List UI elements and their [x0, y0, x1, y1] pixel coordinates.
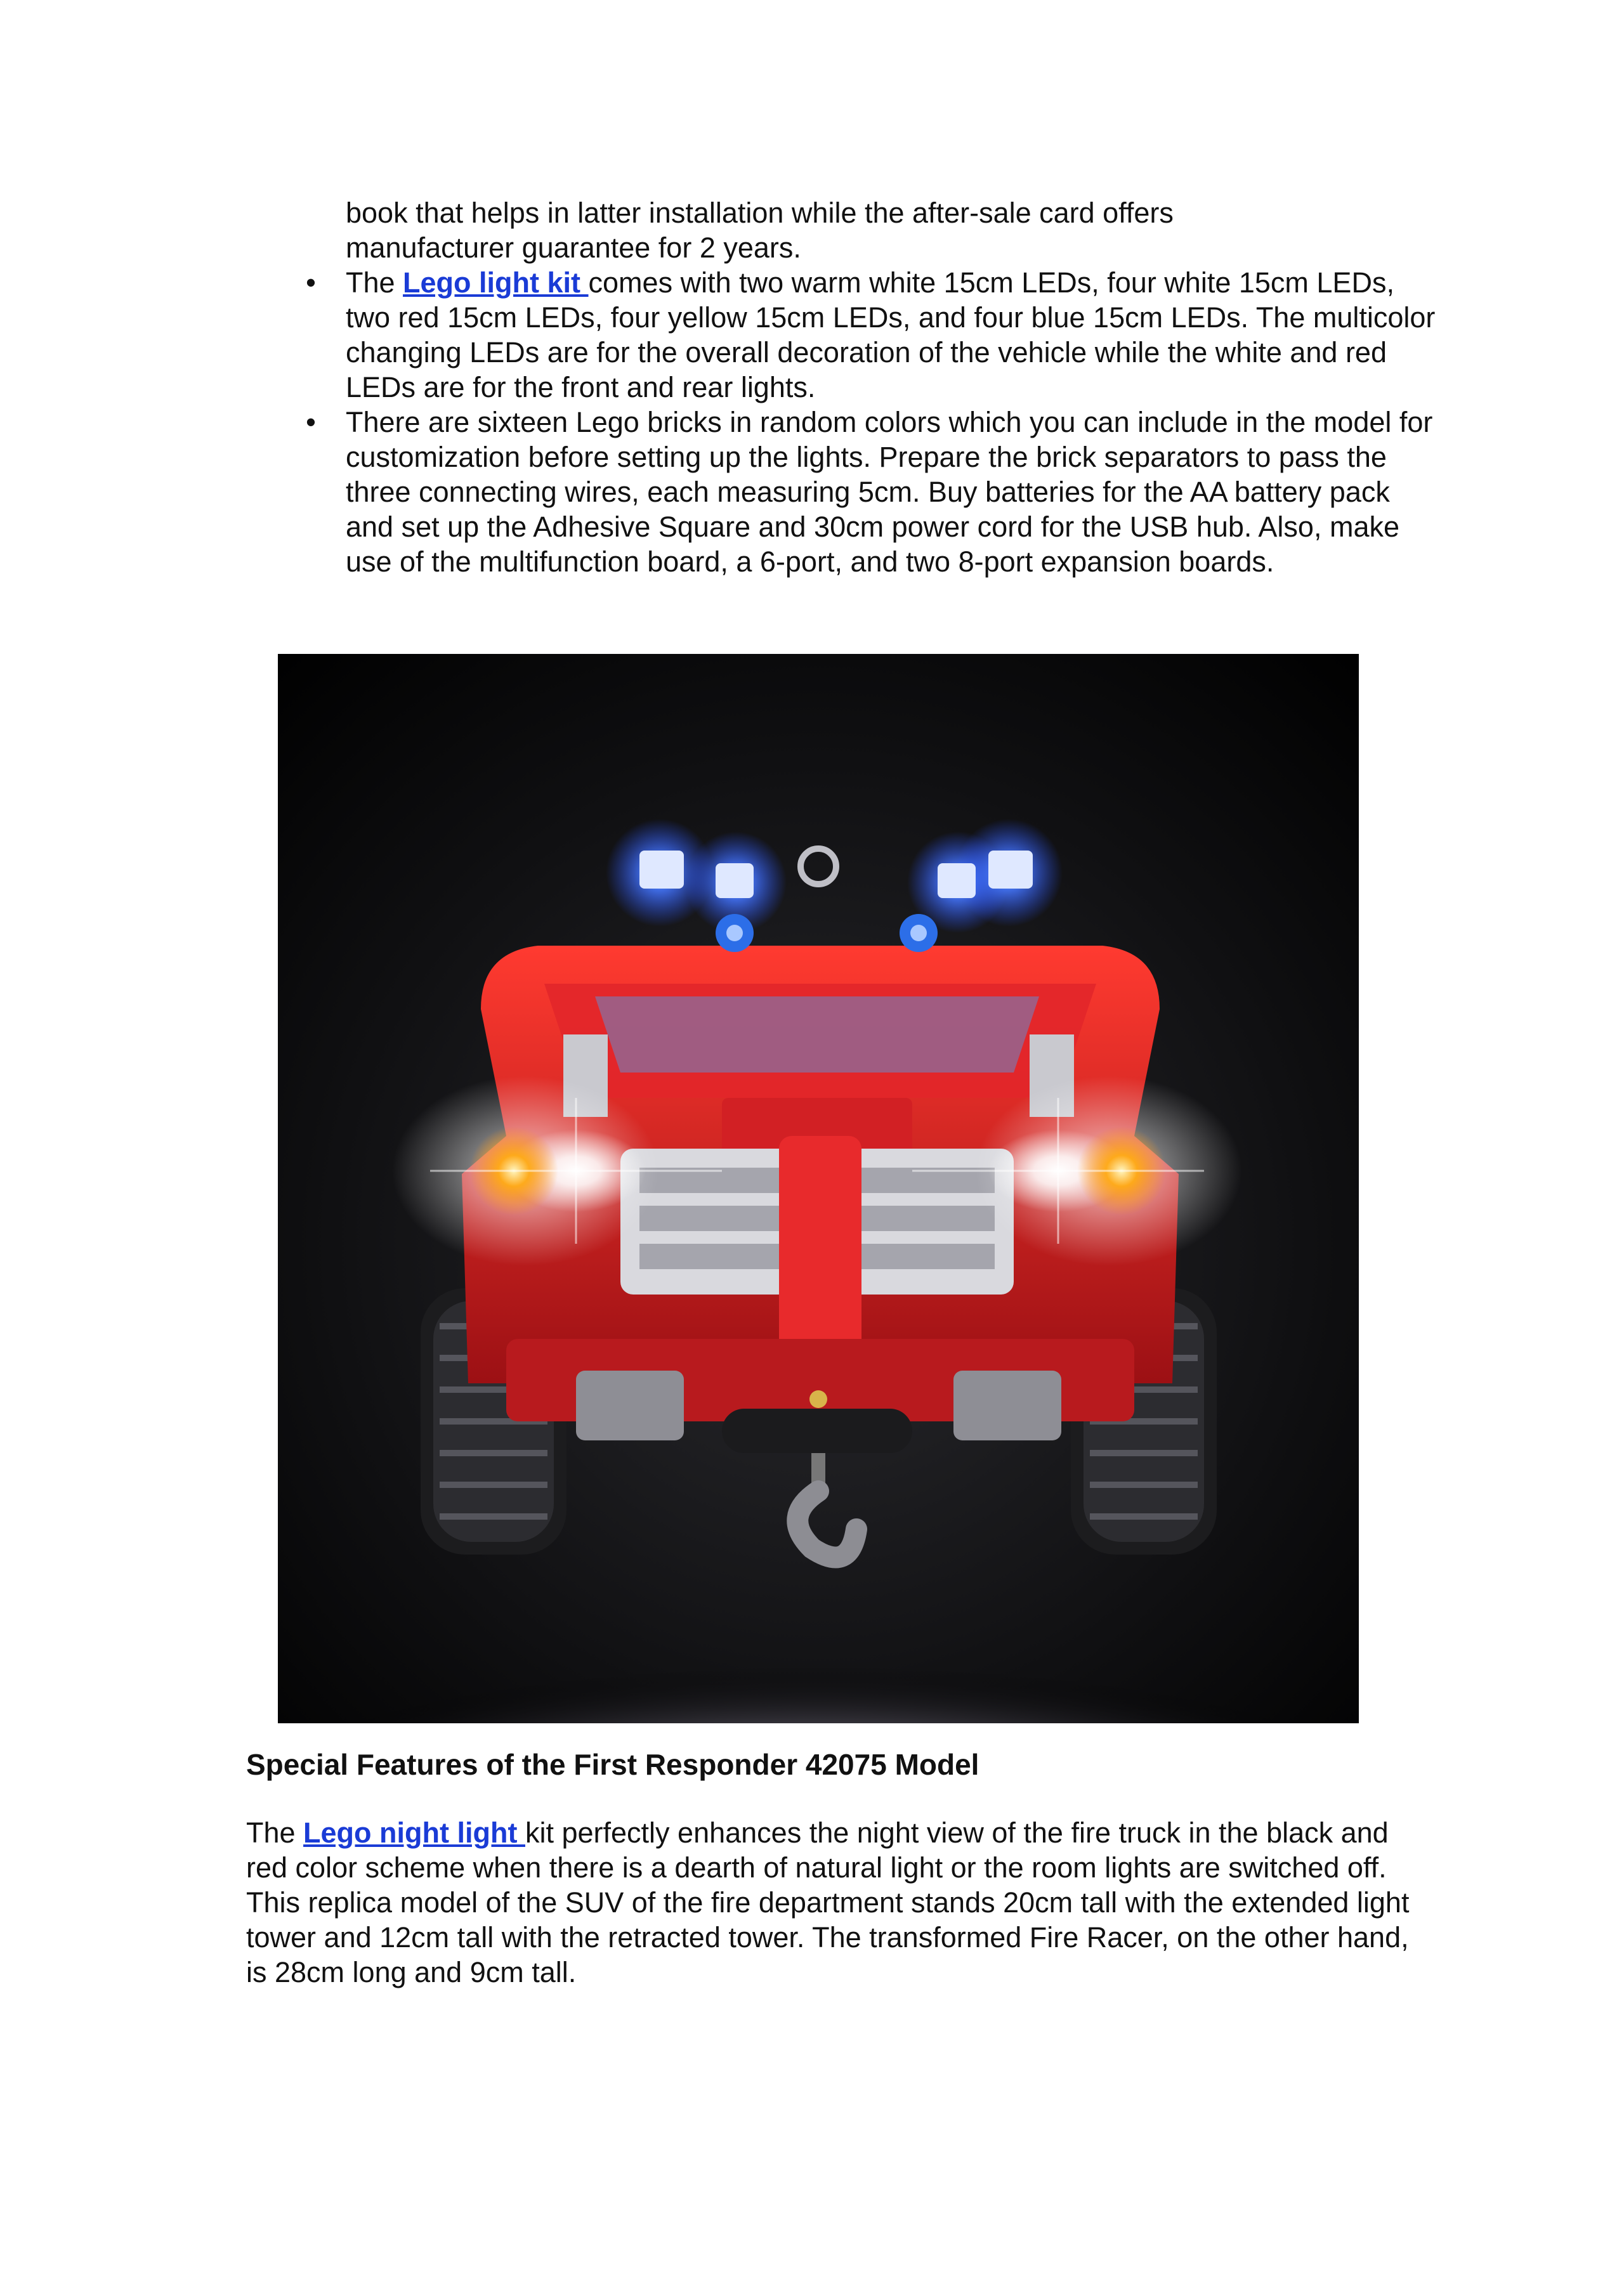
- list-item: [306, 405, 1437, 579]
- bullet-1-text: comes with two warm white 15cm LEDs, four white 15cm LEDs, two red 15cm LEDs, four yellow 15cm LEDs, and four blue 15cm LEDs. The multicolor changing LEDs are for the overall decoration of the vehicle while the white and red LEDs are for the front and rear lights.: [346, 266, 1436, 403]
- list-item: [306, 265, 1437, 405]
- section-heading: Special Features of the First Responder 42075 Model: [246, 1748, 979, 1781]
- paragraph-prefix: The: [246, 1817, 304, 1849]
- bullet-dot: •: [306, 266, 316, 299]
- section-paragraph: [246, 1815, 1420, 1990]
- fire-truck-photo: [278, 654, 1359, 1723]
- bullet-2-text: There are sixteen Lego bricks in random colors which you can include in the model for customization before setting up the lights. Prepare the brick separators to pass the three connecting wires, each measuring 5cm. Buy batteries for the AA battery pack and set up the Adhesive Square and 30cm power cord for the USB hub. Also, make use of the multifunction board, a 6-port, and two 8-port expansion boards.: [346, 406, 1433, 578]
- fire-truck-illustration: [278, 654, 1359, 1723]
- lego-night-light-link[interactable]: Lego night light: [303, 1817, 525, 1849]
- bullet-1-prefix: The: [346, 266, 403, 299]
- feature-list: [306, 265, 1437, 579]
- paragraph-text: kit perfectly enhances the night view of the fire truck in the black and red color scheme when there is a dearth of natural light or the room lights are switched off. This replica model of the SUV of the fire department stands 20cm tall with the extended light tower and 12cm tall with the retracted tower. The transformed Fire Racer, on the other hand, is 28cm long and 9cm tall.: [246, 1817, 1410, 1988]
- intro-line-2: manufacturer guarantee for 2 years.: [346, 232, 801, 264]
- lego-light-kit-link[interactable]: Lego light kit: [403, 266, 589, 299]
- bullet-dot: •: [306, 406, 316, 438]
- intro-line-1: book that helps in latter installation while the after-sale card offers: [346, 197, 1174, 229]
